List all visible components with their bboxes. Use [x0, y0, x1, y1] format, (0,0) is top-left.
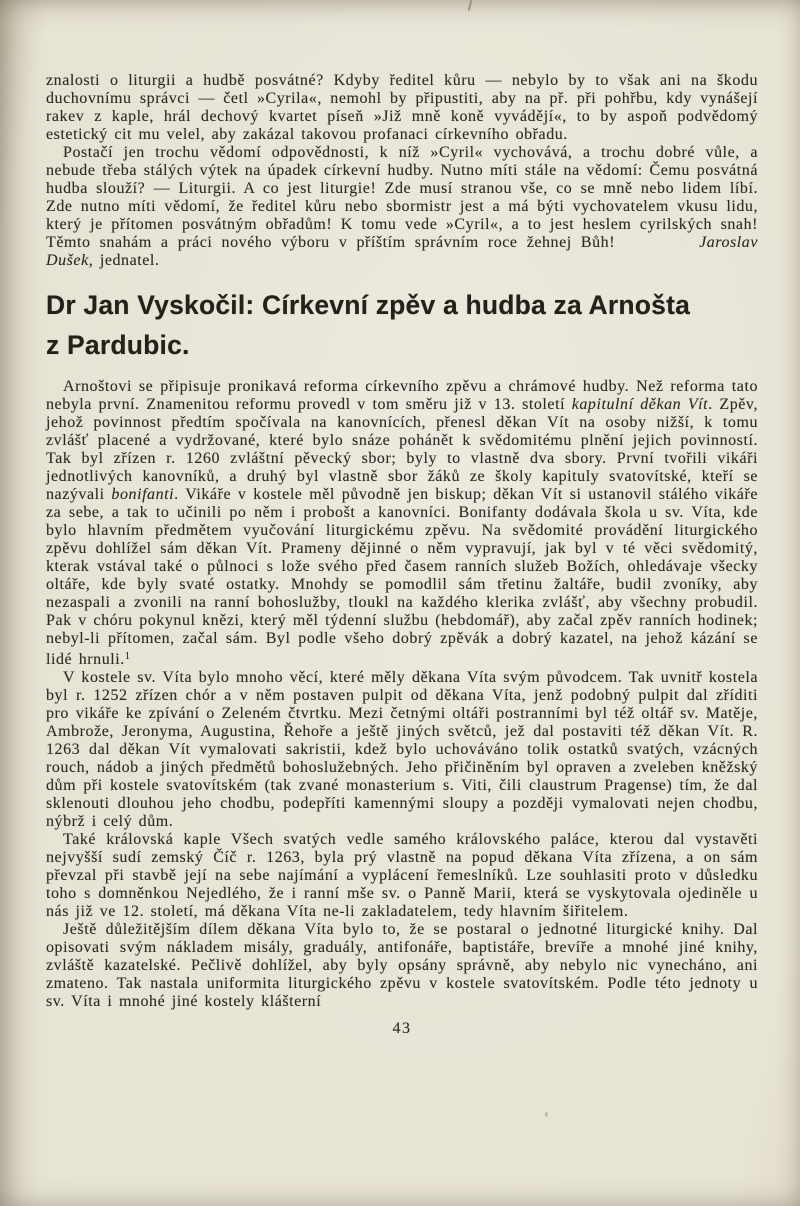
article-heading: Dr Jan Vyskočil: Církevní zpěv a hudba za Arnošta z Pardubic.: [46, 290, 691, 360]
paragraph-liturgical-books: Ještě důležitějším dílem děkana Víta bylo to, že se postaral o jednotné liturgické knihy. Dal opisovati svým nákladem misály, graduály, antifonáře, baptistáře, brevíře a mnohé jiné knihy, zvláště kazatelské. Pečlivě dohlížel, aby byly opsány správně, aby nebylo nic vynecháno, ani zmateno. Tak nastala uniformita liturgického zpěvu v kostele svatovítském. Podle této jednoty u sv. Víta i mnohé jiné kostely klášterní: [46, 921, 758, 1010]
paragraph-cyril-appeal: Postačí jen trochu vědomí odpovědnosti, k níž »Cyril« vychovává, a trochu dobré vůle, a nebude třeba stálých výtek na úpadek církevní hudby. Nutno míti stále na vědomí: Čemu posvátná hudba slouží? — Liturgii. A co jest liturgie! Zde musí stranou vše, co se mně nebo lidem líbí. Zde nutno míti vědomí, že ředitel kůru nebo sbormistr jest a má býti vychovatelem vkusu lidu, který je přítomen posvátným obřadům! K tomu vede »Cyril«, a to jest heslem cyrilských snah! Těmto snahám a práci nového výboru v příštím správním roce žehnej Bůh! Jaroslav Dušek, jednatel.: [46, 144, 758, 269]
text-block: [46, 72, 758, 1038]
paragraph-st-vitus-church: V kostele sv. Víta bylo mnoho věcí, které měly děkana Víta svým původcem. Tak uvnitř kostela byl r. 1252 zřízen chór a v něm postaven pulpit od děkana Víta, jenž podobný pulpit dal zříditi pro vikáře ke zpívání o Zeleném čtvrtku. Mezi četnými oltáři postranními byl též oltář sv. Matěje, Ambrože, Jeronyma, Augustina, Řehoře a ještě jiných světců, jež dal postaviti též děkan Vít. R. 1263 dal děkan Vít vymalovati sakristii, kdež bylo uchováváno tolik ostatků svatých, vzácných rouch, nádob a jiných předmětů bohoslužebných. Jeho přičiněním byl opraven a zveleben kněžský dům při kostele svatovítském (tak zvané monasterium s. Viti, čili claustrum Pragense) tím, že dal sklenouti dlouhou jeho chodbu, podepříti kamennými sloupy a později vymalovati nejen chodbu, nýbrž i celý dům.: [46, 669, 758, 830]
paragraph-all-saints-chapel: Také královská kaple Všech svatých vedle samého královského paláce, kterou dal vystavěti nejvyšší sudí zemský Číč r. 1263, byla prý vlastně na popud děkana Víta zřízena, a on sám převzal při stavbě její na sebe najímání a vyplácení řemeslníků. Lze souhlasiti proto v důsledku toho s domněnkou Nejedlého, že i ranní mše sv. o Panně Marii, která se vyskytovala ojediněle u nás již ve 12. století, má děkana Víta ne-li zakladatelem, tedy hlavním šiřitelem.: [46, 831, 758, 920]
scan-artifact: [545, 1112, 548, 1117]
paragraph-continuation: znalosti o liturgii a hudbě posvátné? Kdyby ředitel kůru — nebylo by to však ani na škodu duchovnímu správci — četl »Cyrila«, nemohl by připustiti, aby na př. při pohřbu, kdy vynášejí rakev z kaple, hrál dechový kvartet píseň »Již mně koně vyvádějí«, to by aspoň podvědomý estetický cit mu velel, aby zakázal takovou profanaci církevního obřadu.: [46, 72, 758, 143]
paragraph-dean-vit-reform: Arnoštovi se připisuje pronikavá reforma církevního zpěvu a chrámové hudby. Než reforma tato nebyla první. Znamenitou reformu provedl v tom směru již v 13. století kapitulní děkan Vít. Zpěv, jehož povinnost předtím spočívala na kanovnících, přenesl děkan Vít na osoby nižší, k tomu zvlášť placené a vydržované, které bylo snáze pohánět k svědomitému plnění jejich povinností. Tak byl zřízen r. 1260 zvláštní pěvecký sbor; byly to vlastně dva sbory. První tvořili vikáři jednotlivých kanovníků, a druhý byl vlastně sbor žáků ze školy kapituly svatovítské, kteří se nazývali bonifanti. Vikáře v kostele měl původně jen biskup; děkan Vít si ustanovil stálého vikáře za sebe, a tak to učinili po něm i probošt a kanovníci. Bonifanty dodávala škola u sv. Víta, kde bylo hlavním předmětem vyučování liturgickému zpěvu. Na svědomité provádění liturgického zpěvu dohlížel sám děkan Vít. Prameny dějinné o něm vypravují, jak byl v té věci svědomitý, kterak vstával také o půlnoci s lože svého před časem ranních služeb Božích, ohledávaje všecky oltáře, kde byly svaté ostatky. Mnohdy se pomodlil sám třetinu žaltáře, budil zvoníky, aby nezaspali a zvonili na ranní bohoslužby, tloukl na každého klerika zvlášť, aby všechny probudil. Pak v chóru pokynul knězi, který měl týdenní službu (hebdomář), aby začal zpěv ranních hodinek; nebyl-li přítomen, začal sám. Byl podle všeho dobrý zpěvák a dobrý kazatel, na jehož kázání se lidé hrnuli.$^1$: [46, 378, 758, 668]
scan-artifact: [468, 0, 473, 11]
page-number: 43: [392, 1020, 412, 1037]
